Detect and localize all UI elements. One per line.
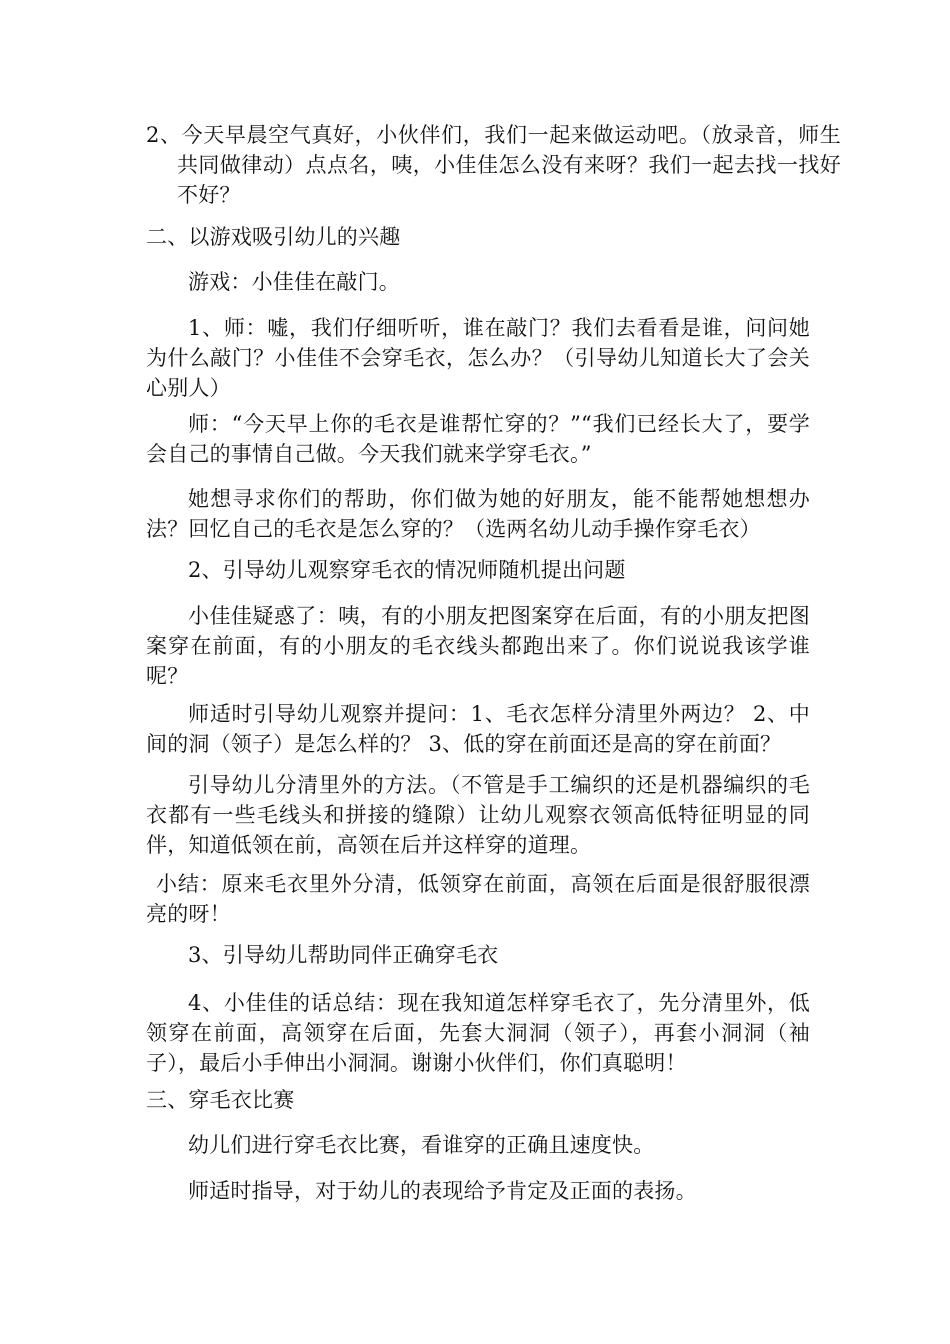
paragraph-warmup-activity: 2、今天早晨空气真好，小伙伴们，我们一起来做运动吧。（放录音，师生共同做律动）点点名，咦，小佳佳怎么没有来呀？我们一起去找一找好不好？ (146, 123, 841, 207)
paragraph-game-title: 游戏：小佳佳在敲门。 (188, 270, 400, 294)
paragraph-confused-question: 小佳佳疑惑了：咦，有的小朋友把图案穿在后面，有的小朋友把图案穿在前面，有的小朋友的毛衣线头都跑出来了。你们说说我该学谁呢？ (146, 604, 810, 688)
paragraph-summary: 小结：原来毛衣里外分清，低领穿在前面，高领在后面是很舒服很漂亮的呀！ (146, 872, 810, 926)
paragraph-inside-outside-method: 引导幼儿分清里外的方法。（不管是手工编织的还是机器编织的毛衣都有一些毛线头和拼接的缝隙）让幼儿观察衣领高低特征明显的同伴，知道低领在前，高领在后并这样穿的道理。 (146, 773, 810, 857)
paragraph-observation-questions: 师适时引导幼儿观察并提问：1、毛衣怎样分清里外两边？ 2、中间的洞（领子）是怎么样的？ 3、低的穿在前面还是高的穿在前面？ (146, 702, 810, 756)
paragraph-observe-guidance: 2、引导幼儿观察穿毛衣的情况师随机提出问题 (188, 558, 626, 582)
section-heading-competition: 三、穿毛衣比赛 (146, 1088, 295, 1112)
section-heading-game: 二、以游戏吸引幼儿的兴趣 (146, 225, 401, 249)
paragraph-competition: 幼儿们进行穿毛衣比赛，看谁穿的正确且速度快。 (188, 1133, 655, 1157)
paragraph-knocking-door: 1、师：嘘，我们仔细听听，谁在敲门？我们去看看是谁，问问她为什么敲门？小佳佳不会穿毛衣，怎么办？（引导幼儿知道长大了会关心别人） (146, 316, 810, 400)
paragraph-conclusion: 4、小佳佳的话总结：现在我知道怎样穿毛衣了，先分清里外，低领穿在前面，高领穿在后面，先套大洞洞（领子），再套小洞洞（袖子），最后小手伸出小洞洞。谢谢小伙伴们，你们真聪明！ (146, 991, 810, 1075)
paragraph-teacher-question: 师：“今天早上你的毛衣是谁帮忙穿的？”“我们已经长大了，要学会自己的事情自己做。今天我们就来学穿毛衣。” (146, 412, 810, 466)
paragraph-help-request: 她想寻求你们的帮助，你们做为她的好朋友，能不能帮她想想办法？回忆自己的毛衣是怎么穿的？（选两名幼儿动手操作穿毛衣） (146, 487, 810, 541)
paragraph-help-partner: 3、引导幼儿帮助同伴正确穿毛衣 (188, 943, 499, 967)
paragraph-teacher-guidance: 师适时指导，对于幼儿的表现给予肯定及正面的表扬。 (188, 1179, 697, 1203)
